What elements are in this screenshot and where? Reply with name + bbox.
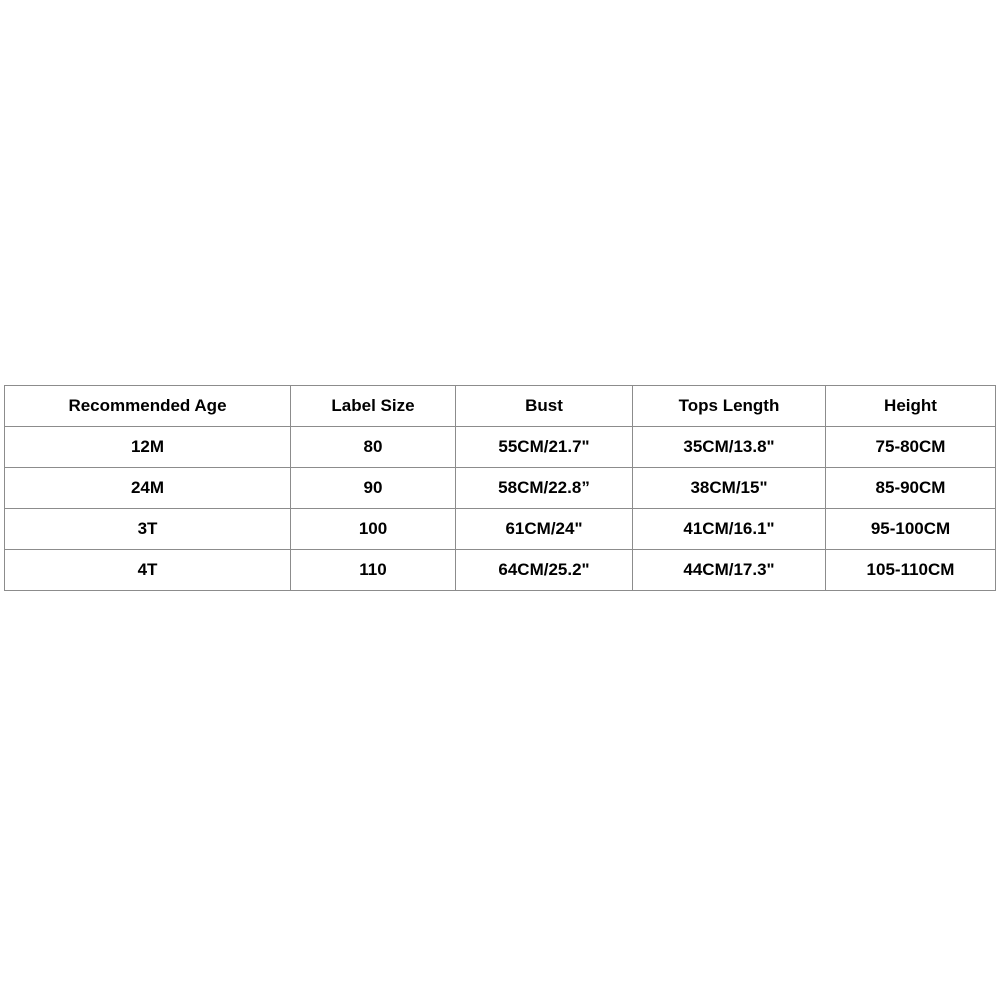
table-row: [5, 550, 996, 591]
cell-recommended-age: 24M: [5, 468, 291, 509]
cell-tops-length: 44CM/17.3": [633, 550, 826, 591]
header-label-size: Label Size: [291, 386, 456, 427]
header-bust: Bust: [456, 386, 633, 427]
cell-label-size: 80: [291, 427, 456, 468]
cell-tops-length: 38CM/15": [633, 468, 826, 509]
cell-height: 75-80CM: [826, 427, 996, 468]
cell-bust: 58CM/22.8”: [456, 468, 633, 509]
cell-recommended-age: 3T: [5, 509, 291, 550]
cell-bust: 55CM/21.7": [456, 427, 633, 468]
table-row: [5, 468, 996, 509]
header-recommended-age: Recommended Age: [5, 386, 291, 427]
cell-height: 85-90CM: [826, 468, 996, 509]
cell-height: 105-110CM: [826, 550, 996, 591]
cell-tops-length: 41CM/16.1": [633, 509, 826, 550]
cell-label-size: 110: [291, 550, 456, 591]
cell-bust: 61CM/24": [456, 509, 633, 550]
cell-recommended-age: 12M: [5, 427, 291, 468]
cell-tops-length: 35CM/13.8": [633, 427, 826, 468]
cell-bust: 64CM/25.2": [456, 550, 633, 591]
cell-label-size: 90: [291, 468, 456, 509]
table-row: [5, 509, 996, 550]
cell-recommended-age: 4T: [5, 550, 291, 591]
cell-label-size: 100: [291, 509, 456, 550]
header-height: Height: [826, 386, 996, 427]
header-tops-length: Tops Length: [633, 386, 826, 427]
table-row: [5, 427, 996, 468]
cell-height: 95-100CM: [826, 509, 996, 550]
size-chart-table: [4, 385, 996, 591]
table-header-row: [5, 386, 996, 427]
